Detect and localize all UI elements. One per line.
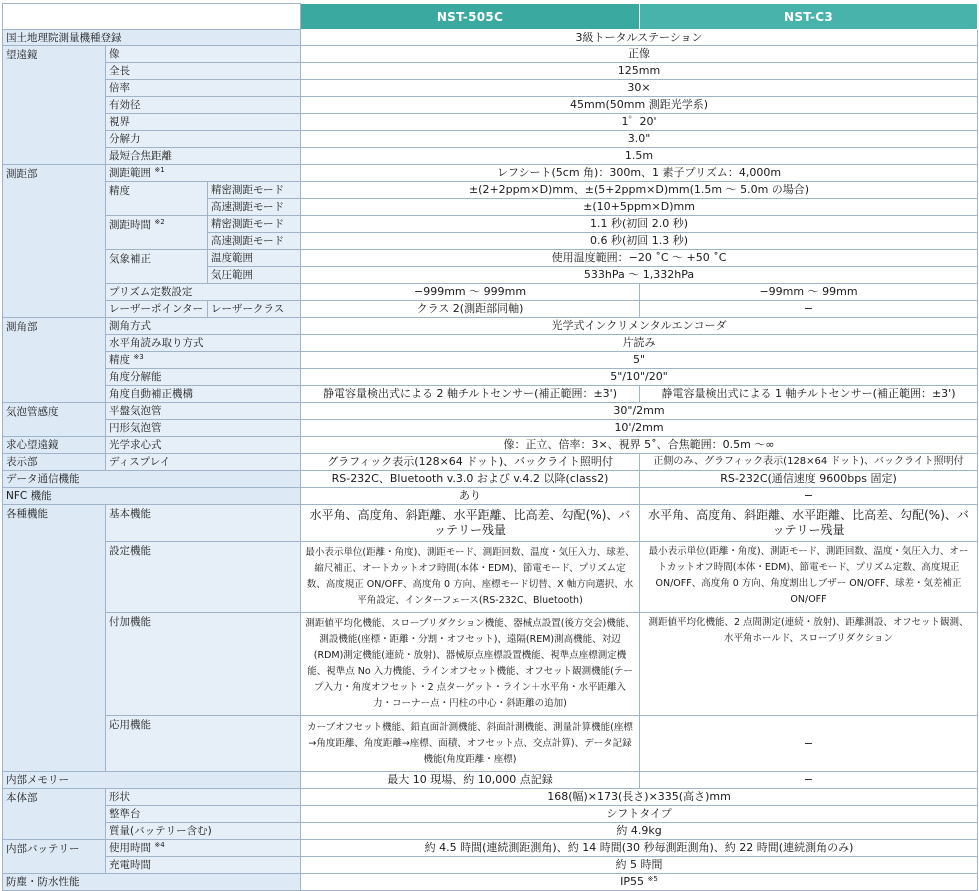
value-nst505c: 静電容量検出式による 2 軸チルトセンサー(補正範囲：±3') [301,386,640,403]
row-label-text: 精度 [109,354,130,366]
sub-label-text: 測距時間 [109,219,151,231]
row-label: 高速測距モード [208,199,301,216]
table-row [3,46,978,63]
row-label: 温度範囲 [208,250,301,267]
row-label: 測角方式 [106,318,301,335]
header-nst505c: NST-505C [301,4,640,30]
row-label: 倍率 [106,80,301,97]
row-value: シフトタイプ [301,806,978,823]
row-label: 高速測距モード [208,233,301,250]
table-row [3,250,978,267]
table-row [3,403,978,420]
row-label: 応用機能 [106,716,301,772]
value-nst505c: グラフィック表示(128×64 ドット)、バックライト照明付 [301,454,640,471]
row-label: 形状 [106,789,301,806]
row-value: 3.0" [301,131,978,148]
row-label: 視界 [106,114,301,131]
row-label [106,165,301,182]
value-nst505c: あり [301,488,640,505]
row-label: データ通信機能 [3,471,301,488]
row-label: 平盤気泡管 [106,403,301,420]
row-value: 使用温度範囲：−20 ˚C ～ +50 ˚C [301,250,978,267]
table-row [3,716,978,772]
group-label-plummet: 求心望遠鏡 [3,437,106,454]
row-value: 約 4.5 時間(連続測距測角)、約 14 時間(30 秒毎測距測角)、約 22 時間(連続測角のみ) [301,840,978,857]
row-value: 光学式インクリメンタルエンコーダ [301,318,978,335]
value-nstc3: 測距値平均化機能、2 点間測定(連続・放射)、距離測設、オフセット観測、水平角ホールド、スローブリダクション [640,613,978,716]
table-row [3,437,978,454]
spec-table [2,3,978,891]
row-sublabel: レーザークラス [208,301,301,318]
table-row [3,284,978,301]
row-value: 5" [301,352,978,369]
value-nst505c: カーブオフセット機能、鉛直面計測機能、斜面計測機能、測量計算機能(座標→角度距離、角度距離→座標、面積、オフセット点、交点計算)、データ記録機能(角度距離・座標) [301,716,640,772]
header-row [3,4,978,30]
row-label: 付加機能 [106,613,301,716]
table-row [3,505,978,542]
group-label-bubble: 気泡管感度 [3,403,106,437]
row-value: 1.5m [301,148,978,165]
row-value: 3級トータルステーション [301,30,978,46]
row-value: ±(2+2ppm×D)mm、±(5+2ppm×D)mm(1.5m ～ 5.0m の場合) [301,182,978,199]
value-nstc3: − [640,488,978,505]
row-label: 充電時間 [106,857,301,874]
header-nstc3: NST-C3 [640,4,978,30]
row-label: 整準台 [106,806,301,823]
row-value: 1.1 秒(初回 2.0 秒) [301,216,978,233]
value-nst505c: 測距値平均化機能、スローブリダクション機能、器械点設置(後方交会)機能、測設機能(座標・距離・分割・オフセット)、遠隔(REM)測高機能、対辺(RDM)測定機能(連続・放射)、器械原点座標設置機能、視準点座標測定機能、視準点 No 入力機能、ラインオフセット機能、オフセット観測機能(テープ入力・角度オフセット・2 点ターゲット・ライン＋水平角・水平距離入力・コーナー点・円柱の中心・斜距離の追加) [301,613,640,716]
row-value: 5"/10"/20" [301,369,978,386]
header-corner [3,4,301,30]
table-row [3,386,978,403]
table-row [3,182,978,199]
table-row [3,857,978,874]
value-nstc3: 静電容量検出式による 1 軸チルトセンサー(補正範囲：±3') [640,386,978,403]
table-row [3,216,978,233]
value-nstc3: 正側のみ、グラフィック表示(128×64 ドット)、バックライト照明付 [640,454,978,471]
table-row [3,148,978,165]
value-nstc3: −99mm ～ 99mm [640,284,978,301]
row-label-text: 使用時間 [109,842,151,854]
row-label: 基本機能 [106,505,301,542]
group-label-body: 本体部 [3,789,106,840]
row-label: 角度分解能 [106,369,301,386]
waterproof-value: IP55 [620,875,645,888]
row-label-text: 測距範囲 [109,167,151,179]
footnote-mark: ※2 [154,218,165,226]
footnote-mark: ※5 [647,875,658,883]
group-label-edm: 測距部 [3,165,106,318]
table-row [3,97,978,114]
row-label: 分解力 [106,131,301,148]
value-nst505c: −999mm ～ 999mm [301,284,640,301]
footnote-mark: ※3 [133,353,144,361]
row-value: レフシート(5cm 角)：300m、1 素子プリズム：4,000m [301,165,978,182]
table-row [3,63,978,80]
table-row [3,840,978,857]
row-value [301,874,978,891]
table-row [3,131,978,148]
value-nstc3: RS-232C(通信速度 9600bps 固定) [640,471,978,488]
row-label: レーザーポインター [106,301,208,318]
footnote-mark: ※1 [154,166,165,174]
table-row [3,789,978,806]
group-label-angle: 測角部 [3,318,106,403]
table-row [3,30,978,46]
value-nstc3: 水平角、高度角、斜距離、水平距離、比高差、勾配(%)、バッテリー残量 [640,505,978,542]
sub-label: 気象補正 [106,250,208,284]
row-label: ディスプレイ [106,454,301,471]
group-label-battery: 内部バッテリー [3,840,106,874]
table-row [3,772,978,789]
value-nst505c: 最大 10 現場、約 10,000 点記録 [301,772,640,789]
row-label: 有効径 [106,97,301,114]
row-value: 1゜20' [301,114,978,131]
table-row [3,471,978,488]
row-value: 125mm [301,63,978,80]
row-value: ±(10+5ppm×D)mm [301,199,978,216]
footnote-mark: ※4 [154,841,165,849]
row-value: 約 4.9kg [301,823,978,840]
row-label: 最短合焦距離 [106,148,301,165]
table-row [3,874,978,891]
table-row [3,369,978,386]
table-row [3,806,978,823]
row-label: 内部メモリー [3,772,301,789]
table-row [3,335,978,352]
row-label: 設定機能 [106,542,301,613]
row-label: 防塵・防水性能 [3,874,301,891]
value-nst505c: クラス 2(測距部同軸) [301,301,640,318]
value-nstc3: − [640,301,978,318]
row-label: 精密測距モード [208,216,301,233]
table-row [3,80,978,97]
row-label: 像 [106,46,301,63]
row-label: 光学求心式 [106,437,301,454]
spec-sheet [2,3,977,891]
row-label: 国土地理院測量機種登録 [3,30,301,46]
row-value: 10'/2mm [301,420,978,437]
row-label [106,352,301,369]
group-label-telescope: 望遠鏡 [3,46,106,165]
table-row [3,301,978,318]
table-row [3,114,978,131]
sub-label [106,216,208,250]
row-label: NFC 機能 [3,488,301,505]
table-row [3,488,978,505]
row-label: 全長 [106,63,301,80]
table-row [3,352,978,369]
row-value: 像：正立、倍率：3×、視界 5˚、合焦範囲：0.5m ～∞ [301,437,978,454]
value-nstc3: 最小表示単位(距離・角度)、測距モード、測距回数、温度・気圧入力、オートカットオフ時間(本体・EDM)、節電モード、プリズム定数、高度規正 ON/OFF、高度角 0 方向、角度割出しブザー ON/OFF、球差・気差補正 ON/OFF [640,542,978,613]
value-nstc3: − [640,716,978,772]
table-row [3,542,978,613]
group-label-display: 表示部 [3,454,106,471]
table-row [3,454,978,471]
row-label [106,840,301,857]
row-value: 45mm(50mm 測距光学系) [301,97,978,114]
value-nst505c: 水平角、高度角、斜距離、水平距離、比高差、勾配(%)、バッテリー残量 [301,505,640,542]
row-value: 0.6 秒(初回 1.3 秒) [301,233,978,250]
value-nst505c: 最小表示単位(距離・角度)、測距モード、測距回数、温度・気圧入力、球差、縮尺補正、オートカットオフ時間(本体・EDM)、節電モード、プリズム定数、高度規正 ON/OFF、高度角 0 方向、座標モード切替、X 軸方向選択、水平角設定、インターフェース(RS-232C、Bluetooth) [301,542,640,613]
row-value: 533hPa ～ 1,332hPa [301,267,978,284]
table-row [3,420,978,437]
table-row [3,823,978,840]
row-label: 水平角読み取り方式 [106,335,301,352]
sub-label: 精度 [106,182,208,216]
row-value: 30× [301,80,978,97]
row-label: 角度自動補正機構 [106,386,301,403]
table-row [3,165,978,182]
row-label: 気圧範囲 [208,267,301,284]
table-row [3,613,978,716]
row-value: 正像 [301,46,978,63]
row-label: 円形気泡管 [106,420,301,437]
row-label: プリズム定数設定 [106,284,301,301]
group-label-functions: 各種機能 [3,505,106,772]
value-nst505c: RS-232C、Bluetooth v.3.0 および v.4.2 以降(class2) [301,471,640,488]
row-label: 質量(バッテリー含む) [106,823,301,840]
table-row [3,318,978,335]
row-label: 精密測距モード [208,182,301,199]
value-nstc3: − [640,772,978,789]
row-value: 約 5 時間 [301,857,978,874]
row-value: 片読み [301,335,978,352]
row-value: 168(幅)×173(長さ)×335(高さ)mm [301,789,978,806]
row-value: 30"/2mm [301,403,978,420]
